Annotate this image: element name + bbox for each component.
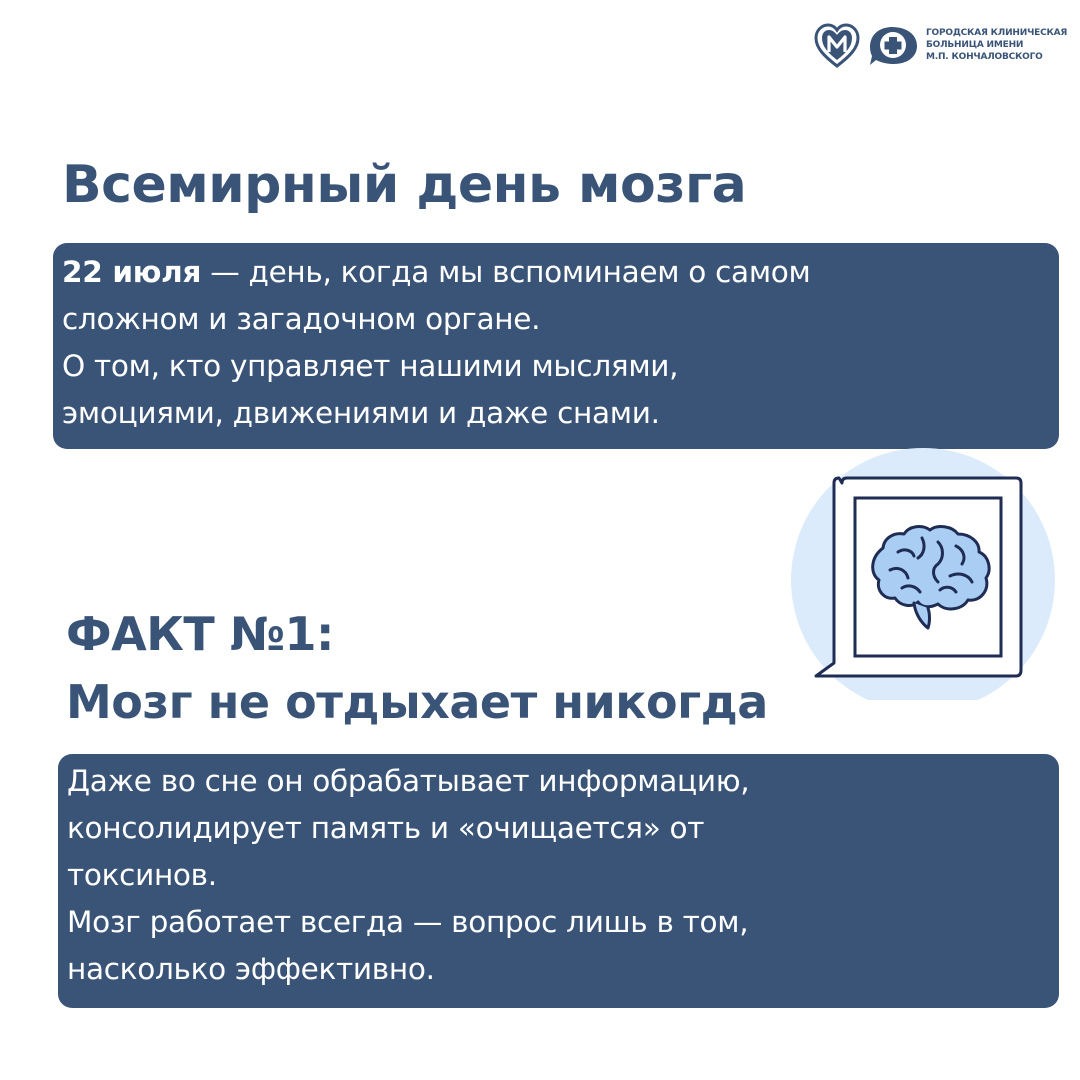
fact-line: токсинов.	[67, 858, 217, 892]
intro-date: 22 июля	[62, 255, 202, 289]
intro-line	[62, 249, 1050, 296]
intro-card	[53, 243, 1059, 449]
fact-subheading: Мозг не отдыхает никогда	[66, 675, 768, 729]
fact-line: консолидирует память и «очищается» от	[67, 811, 705, 845]
fact-title	[66, 600, 768, 736]
hospital-cross-icon	[870, 27, 917, 65]
intro-line: эмоциями, движениями и даже снами.	[62, 396, 660, 430]
moscow-heart-m-icon	[816, 25, 858, 66]
fact-line: насколько эффективно.	[67, 952, 435, 986]
logo-icons	[814, 22, 924, 72]
logo-text	[926, 27, 1067, 63]
intro-line-text: — день, когда мы вспоминаем о самом	[201, 255, 811, 289]
fact-heading: ФАКТ №1:	[66, 607, 334, 661]
page-title: Всемирный день мозга	[62, 155, 747, 215]
fact-line: Даже во сне он обрабатывает информацию,	[67, 764, 750, 798]
fact-card	[58, 754, 1059, 1008]
fact-line: Мозг работает всегда — вопрос лишь в том,	[67, 905, 749, 939]
hospital-logo	[814, 22, 1068, 72]
intro-line: сложном и загадочном органе.	[62, 302, 541, 336]
intro-line: О том, кто управляет нашими мыслями,	[62, 349, 679, 383]
brain-illustration	[780, 440, 1070, 704]
logo-line: ГОРОДСКАЯ КЛИНИЧЕСКАЯ	[926, 28, 1068, 38]
logo-line: БОЛЬНИЦА ИМЕНИ	[926, 40, 1024, 50]
logo-line: М.П. КОНЧАЛОВСКОГО	[926, 52, 1043, 62]
